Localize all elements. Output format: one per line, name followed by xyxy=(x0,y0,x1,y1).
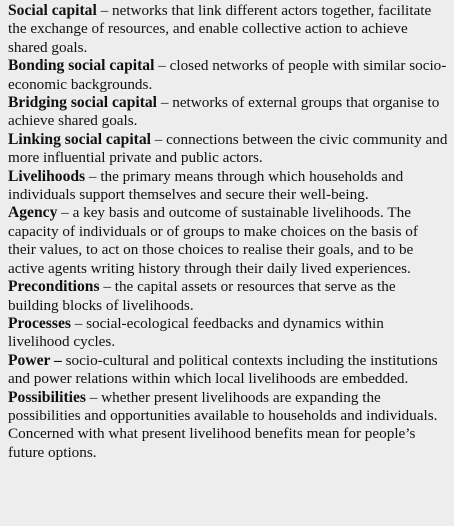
term-separator: – xyxy=(99,278,115,296)
glossary-entry-agency xyxy=(8,204,448,278)
glossary-term: Livelihoods xyxy=(8,167,86,185)
glossary-entry-power xyxy=(8,352,448,389)
glossary-definition: networks of external groups that organise to achieve shared goals. xyxy=(8,94,440,130)
term-separator: – xyxy=(70,314,87,332)
glossary-definition: socio-cultural and political contexts including the institutions and power relations within which local livelihoods are embedded. xyxy=(8,351,438,388)
glossary-entry-bridging-social-capital xyxy=(8,94,448,131)
glossary-term: Social capital xyxy=(8,2,97,19)
glossary-entry-livelihoods xyxy=(8,168,448,205)
glossary-entry-processes xyxy=(8,315,448,352)
glossary-entry-linking-social-capital xyxy=(8,131,448,168)
glossary-entry-social-capital xyxy=(8,2,448,57)
glossary-term: Bridging social capital xyxy=(8,94,158,112)
term-separator: – xyxy=(85,388,102,406)
term-separator: – xyxy=(85,167,101,185)
glossary-definition: closed networks of people with similar socio-economic backgrounds. xyxy=(8,57,447,93)
glossary-term: Bonding social capital xyxy=(8,57,155,75)
glossary-entry-bonding-social-capital xyxy=(8,57,448,94)
glossary-term: Agency xyxy=(8,204,58,222)
glossary-definition: connections between the civic community and more influential private and public actors. xyxy=(8,130,448,167)
glossary-term: Preconditions xyxy=(8,278,100,296)
term-separator: – xyxy=(150,130,167,148)
glossary-definition: social-ecological feedbacks and dynamics within livelihood cycles. xyxy=(8,314,384,351)
term-separator: – xyxy=(57,204,73,222)
term-separator: – xyxy=(154,57,170,75)
term-separator: – xyxy=(157,94,173,112)
glossary-definition: whether present livelihoods are expanding the possibilities and opportunities available to households and individuals. Concerned with what present livelihood benefits mean for people’s future options. xyxy=(8,388,438,461)
glossary-term: Possibilities xyxy=(8,388,86,406)
glossary-definition: the primary means through which households and individuals support themselves and secure their well-being. xyxy=(8,167,404,204)
glossary-definition: a key basis and outcome of sustainable livelihoods. The capacity of individuals or of groups to make choices on the basis of their values, to act on those choices to realise their goals, and to be active agents writing history through their daily lived experiences. xyxy=(8,204,418,277)
glossary-entry-preconditions xyxy=(8,278,448,315)
glossary-term: Linking social capital xyxy=(8,130,151,148)
glossary-definition: the capital assets or resources that serve as the building blocks of livelihoods. xyxy=(8,278,396,314)
glossary-definition: networks that link different actors together, facilitate the exchange of resources, and enable collective action to achieve shared goals. xyxy=(8,2,432,56)
term-separator: – xyxy=(96,2,112,19)
glossary-entry-possibilities xyxy=(8,389,448,463)
glossary-term: Power – xyxy=(8,351,62,369)
glossary-term: Processes xyxy=(8,314,71,332)
